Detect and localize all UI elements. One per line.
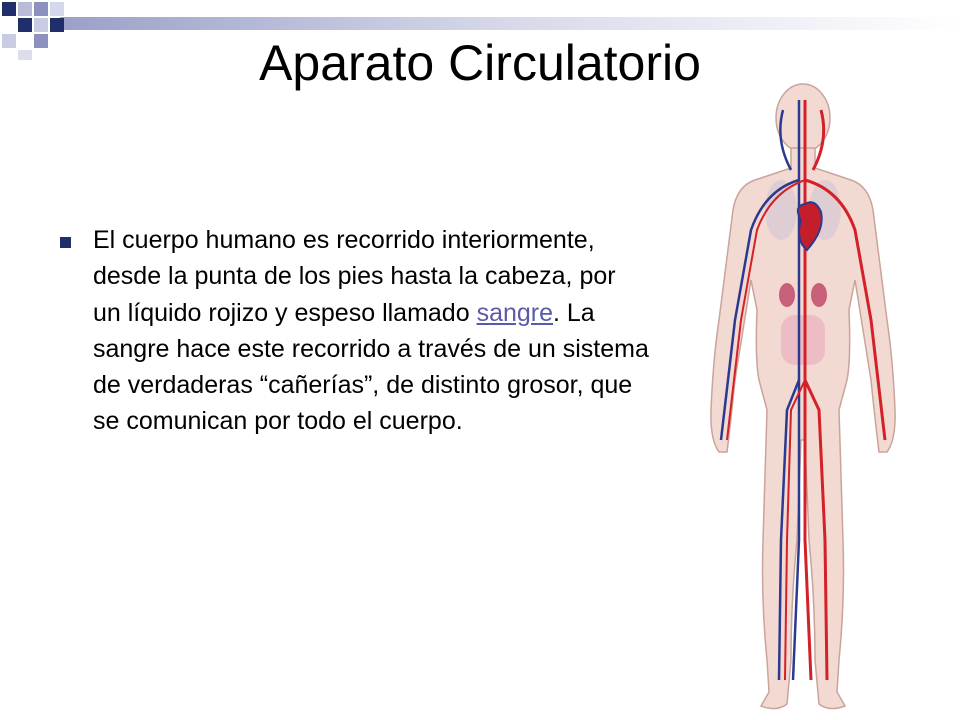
sangre-link[interactable]: sangre	[476, 298, 554, 327]
body-text-before-link: El cuerpo humano es recorrido interiormente, desde la punta de los pies hasta la cabeza, por un líquido rojizo y espeso llamado	[93, 226, 616, 327]
intestines	[781, 315, 825, 365]
bullet-text	[93, 222, 650, 440]
bullet-item	[60, 222, 650, 440]
body-silhouette	[711, 84, 895, 709]
square-bullet-icon	[60, 237, 71, 248]
slide-title: Aparato Circulatorio	[259, 35, 701, 91]
circulatory-system-figure	[695, 80, 910, 720]
body-text-after-link: . La sangre hace este recorrido a través de un sistema de verdaderas “cañerías”, de distinto grosor, que se comunican por todo el cuerpo.	[93, 298, 649, 436]
